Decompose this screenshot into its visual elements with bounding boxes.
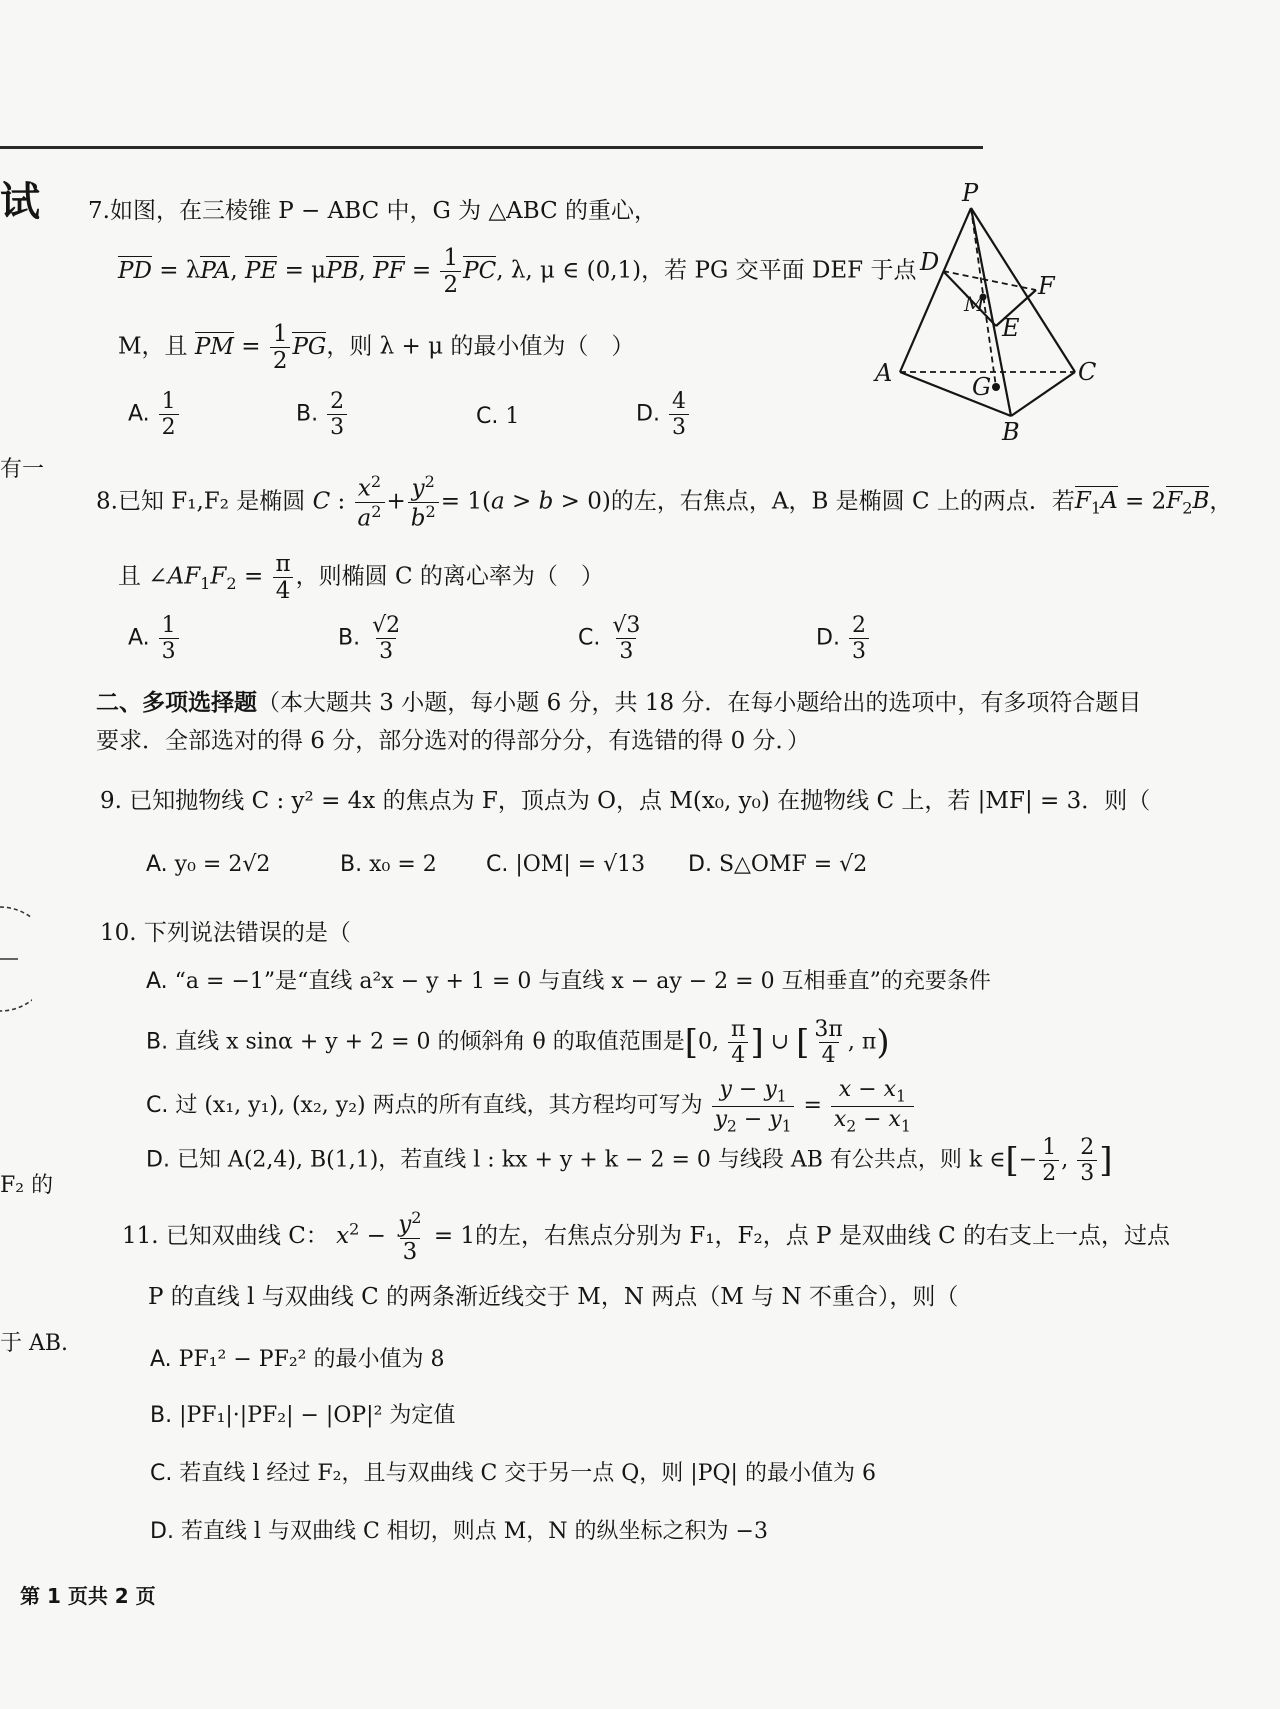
label-p: P xyxy=(962,180,979,207)
q10-number: 10. xyxy=(100,920,137,946)
q11-suffix: 的左，右焦点分别为 F₁，F₂，点 P 是双曲线 C 的右支上一点，过点 xyxy=(475,1222,1171,1249)
point-g xyxy=(992,383,1000,391)
q11-option-a[interactable]: A. PF₁² − PF₂² 的最小值为 8 xyxy=(150,1347,445,1372)
q8-middle: 的左，右焦点，A，B 是椭圆 C 上的两点．若 xyxy=(610,488,1075,515)
edge-char-shi: 试 xyxy=(0,178,40,225)
label-m: M xyxy=(964,292,985,316)
q7-option-d[interactable]: D. $\frac{4}{3}$ xyxy=(636,390,691,439)
q8-line2-suffix: ，则椭圆 C 的离心率为（ ） xyxy=(295,563,604,590)
q7-number: 7. xyxy=(88,198,110,224)
q9-text: 已知抛物线 C : y² = 4x 的焦点为 F，顶点为 O，点 M(x₀, y₀) 在抛物线 C 上，若 |MF| = 3．则（ xyxy=(129,788,1151,814)
q8-option-c[interactable]: C. $\frac{√3}{3}$ xyxy=(578,613,641,665)
q8-option-b[interactable]: B. $\frac{√2}{3}$ xyxy=(338,613,401,665)
q11-line1: 11. 已知双曲线 C： $x^2$ − $\frac{y^2}{3}$ = 1的左，右焦点分别为 F₁，F₂，点 P 是双曲线 C 的右支上一点，过点 xyxy=(122,1208,1171,1265)
label-f: F xyxy=(1038,272,1055,300)
section2-header xyxy=(96,684,1141,717)
q7-line3: M，且 PM = $\frac{1}{2}$ PG，则 λ + μ 的最小值为（ ） xyxy=(118,321,635,375)
edge-text-pf2: F₂ 的 xyxy=(0,1173,54,1198)
q11-option-d[interactable]: D. 若直线 l 与双曲线 C 相切，则点 M，N 的纵坐标之积为 −3 xyxy=(150,1519,768,1544)
q9-option-a[interactable]: A. y₀ = 2√2 xyxy=(146,852,271,877)
q11-option-b[interactable]: B. |PF₁|·|PF₂| − |OP|² 为定值 xyxy=(150,1403,456,1428)
q10-option-b[interactable]: B. 直线 x sinα + y + 2 = 0 的倾斜角 θ 的取值范围是[0, $\frac{\pi}{4}$ ] ∪ [ $\frac{3\pi}{4}$ , π) xyxy=(146,1017,890,1069)
label-d: D xyxy=(920,248,940,276)
q7-line1 xyxy=(88,192,657,225)
edge-text-you-yi: 有一 xyxy=(0,457,45,482)
q10-option-c[interactable]: C. 过 (x₁, y₁), (x₂, y₂) 两点的所有直线，其方程均可写为 $\frac{y - y_1}{y_2 - y_1}$ = $\frac{x - x_1}{x_2 - x_1}$ xyxy=(146,1078,916,1134)
edge-bc xyxy=(1011,372,1075,416)
section2-desc2: 要求．全部选对的得 6 分，部分选对的得部分分，有选错的得 0 分．） xyxy=(96,728,811,754)
q8-line2: 且 $\angle AF_1F_2$ = $\frac{\pi}{4}$ ，则椭圆 C 的离心率为（ ） xyxy=(118,551,604,605)
section2-title: 二、多项选择题 xyxy=(96,690,257,716)
q9-stem xyxy=(100,782,1150,815)
q9-option-b[interactable]: B. x₀ = 2 xyxy=(340,852,437,877)
q8-line1: 8.已知 F₁,F₂ 是椭圆 C : $\frac{x^2}{a^2}$ + $\frac{y^2}{b^2}$ = 1(a > b > 0)的左，右焦点，A，B 是椭圆 C 上的两点．若$F_1A = 2F_2B$， xyxy=(96,472,1233,532)
q9-option-c[interactable]: C. |OM| = √13 xyxy=(486,852,646,877)
q11-option-c[interactable]: C. 若直线 l 经过 F₂，且与双曲线 C 交于另一点 Q，则 |PQ| 的最小值为 6 xyxy=(150,1461,876,1486)
edge-text-ab: 于 AB. xyxy=(0,1331,69,1356)
q11-line2: P 的直线 l 与双曲线 C 的两条渐近线交于 M，N 两点（M 与 N 不重合），则（ xyxy=(148,1284,959,1310)
q7-text: 如图，在三棱锥 P − ABC 中，G 为 △ABC 的重心， xyxy=(109,198,658,224)
q9-number: 9. xyxy=(100,788,122,814)
label-g: G xyxy=(972,373,992,401)
label-b: B xyxy=(1002,418,1020,446)
q7-line2: PD = λPA, PE = μPB, PF = $\frac{1}{2}$ PC, λ, μ ∈ (0,1)，若 PG 交平面 DEF 于点 xyxy=(118,245,917,299)
q10-option-d[interactable]: D. 已知 A(2,4), B(1,1)，若直线 l : kx + y + k − 2 = 0 与线段 AB 有公共点，则 k ∈[− $\frac{1}{2}$ , $\frac{2}{3}$ ] xyxy=(146,1135,1113,1187)
section2-desc1: （本大题共 3 小题，每小题 6 分，共 18 分．在每小题给出的选项中，有多项符合题目 xyxy=(257,690,1142,716)
q11-number: 11. xyxy=(122,1222,159,1249)
page-number: 第 1 页共 2 页 xyxy=(20,1584,156,1608)
edge-df-hidden xyxy=(943,271,1036,290)
q7-line3-suffix: ，则 λ + μ 的最小值为（ ） xyxy=(326,333,635,360)
q10-stem xyxy=(100,914,351,947)
pyramid-figure xyxy=(870,180,1100,450)
q10-text: 下列说法错误的是（ xyxy=(143,920,351,946)
q10-option-a[interactable]: A. “a = −1”是“直线 a²x − y + 1 = 0 与直线 x − ay − 2 = 0 互相垂直”的充要条件 xyxy=(146,969,991,994)
q7-option-c[interactable]: C. 1 xyxy=(476,404,520,429)
q8-prefix: 已知 F₁,F₂ 是椭圆 xyxy=(117,488,306,515)
q8-line2-prefix: 且 xyxy=(118,563,141,590)
q8-number: 8. xyxy=(96,488,118,515)
q7-line2-suffix: ，若 PG 交平面 DEF 于点 xyxy=(641,257,917,284)
label-a: A xyxy=(875,359,893,387)
label-e: E xyxy=(1002,314,1020,342)
q9-option-d[interactable]: D. S△OMF = √2 xyxy=(688,852,868,877)
top-rule xyxy=(0,146,983,149)
q8-option-a[interactable]: A. $\frac{1}{3}$ xyxy=(128,614,181,663)
q7-option-a[interactable]: A. $\frac{1}{2}$ xyxy=(128,390,181,439)
q7-line3-prefix: M，且 xyxy=(118,333,188,360)
label-c: C xyxy=(1078,358,1097,386)
q11-prefix: 已知双曲线 C： xyxy=(165,1222,329,1249)
edge-circle-fragment xyxy=(0,905,32,1015)
q8-option-d[interactable]: D. $\frac{2}{3}$ xyxy=(816,614,871,663)
q7-option-b[interactable]: B. $\frac{2}{3}$ xyxy=(296,390,349,439)
